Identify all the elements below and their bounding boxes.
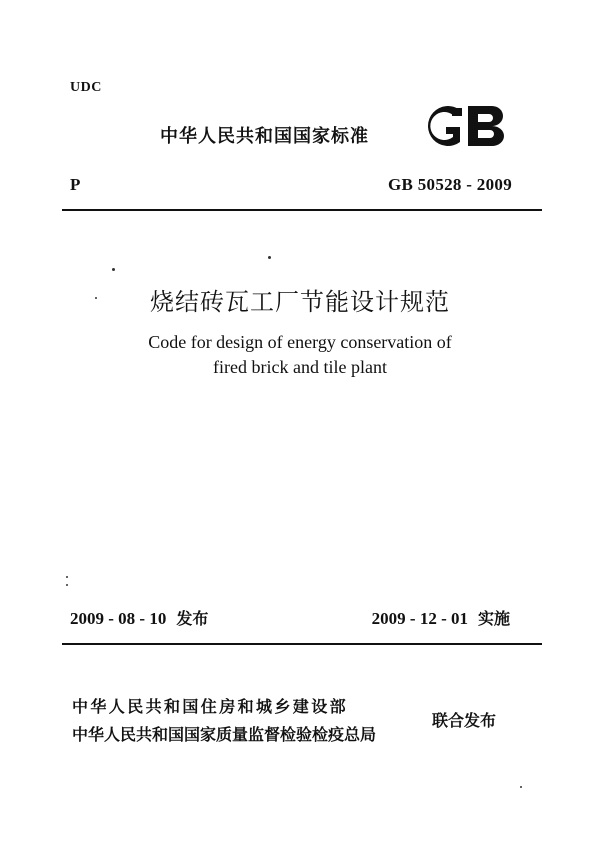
scan-speck [66,576,68,578]
scan-speck [66,584,68,586]
title-english-line1: Code for design of energy conservation of [148,332,452,352]
title-english [0,330,600,380]
udc-label: UDC [70,80,102,95]
title-chinese: 烧结砖瓦工厂节能设计规范 [150,288,450,316]
scan-speck [95,297,97,299]
scan-speck [520,786,522,788]
standard-type: 中华人民共和国国家标准 [160,126,369,147]
implement-label: 实施 [477,609,510,628]
publisher-ministry-housing: 中华人民共和国住房和城乡建设部 [72,697,349,716]
scan-speck [112,268,115,271]
classification-code: P [70,175,81,194]
publisher-aqsiq: 中华人民共和国国家质量监督检验检疫总局 [72,725,377,744]
joint-publish-label: 联合发布 [432,711,497,730]
top-divider [62,209,542,211]
standard-number: GB 50528 - 2009 [388,175,512,194]
title-english-line2: fired brick and tile plant [213,357,387,377]
implement-date-block [372,606,510,629]
issue-date: 2009 - 08 - 10 [70,609,167,628]
implement-date: 2009 - 12 - 01 [371,609,468,628]
issue-date-block [70,606,208,629]
scan-speck [268,256,271,259]
bottom-divider [62,643,542,645]
gb-logo [420,100,512,152]
issue-label: 发布 [176,609,209,628]
